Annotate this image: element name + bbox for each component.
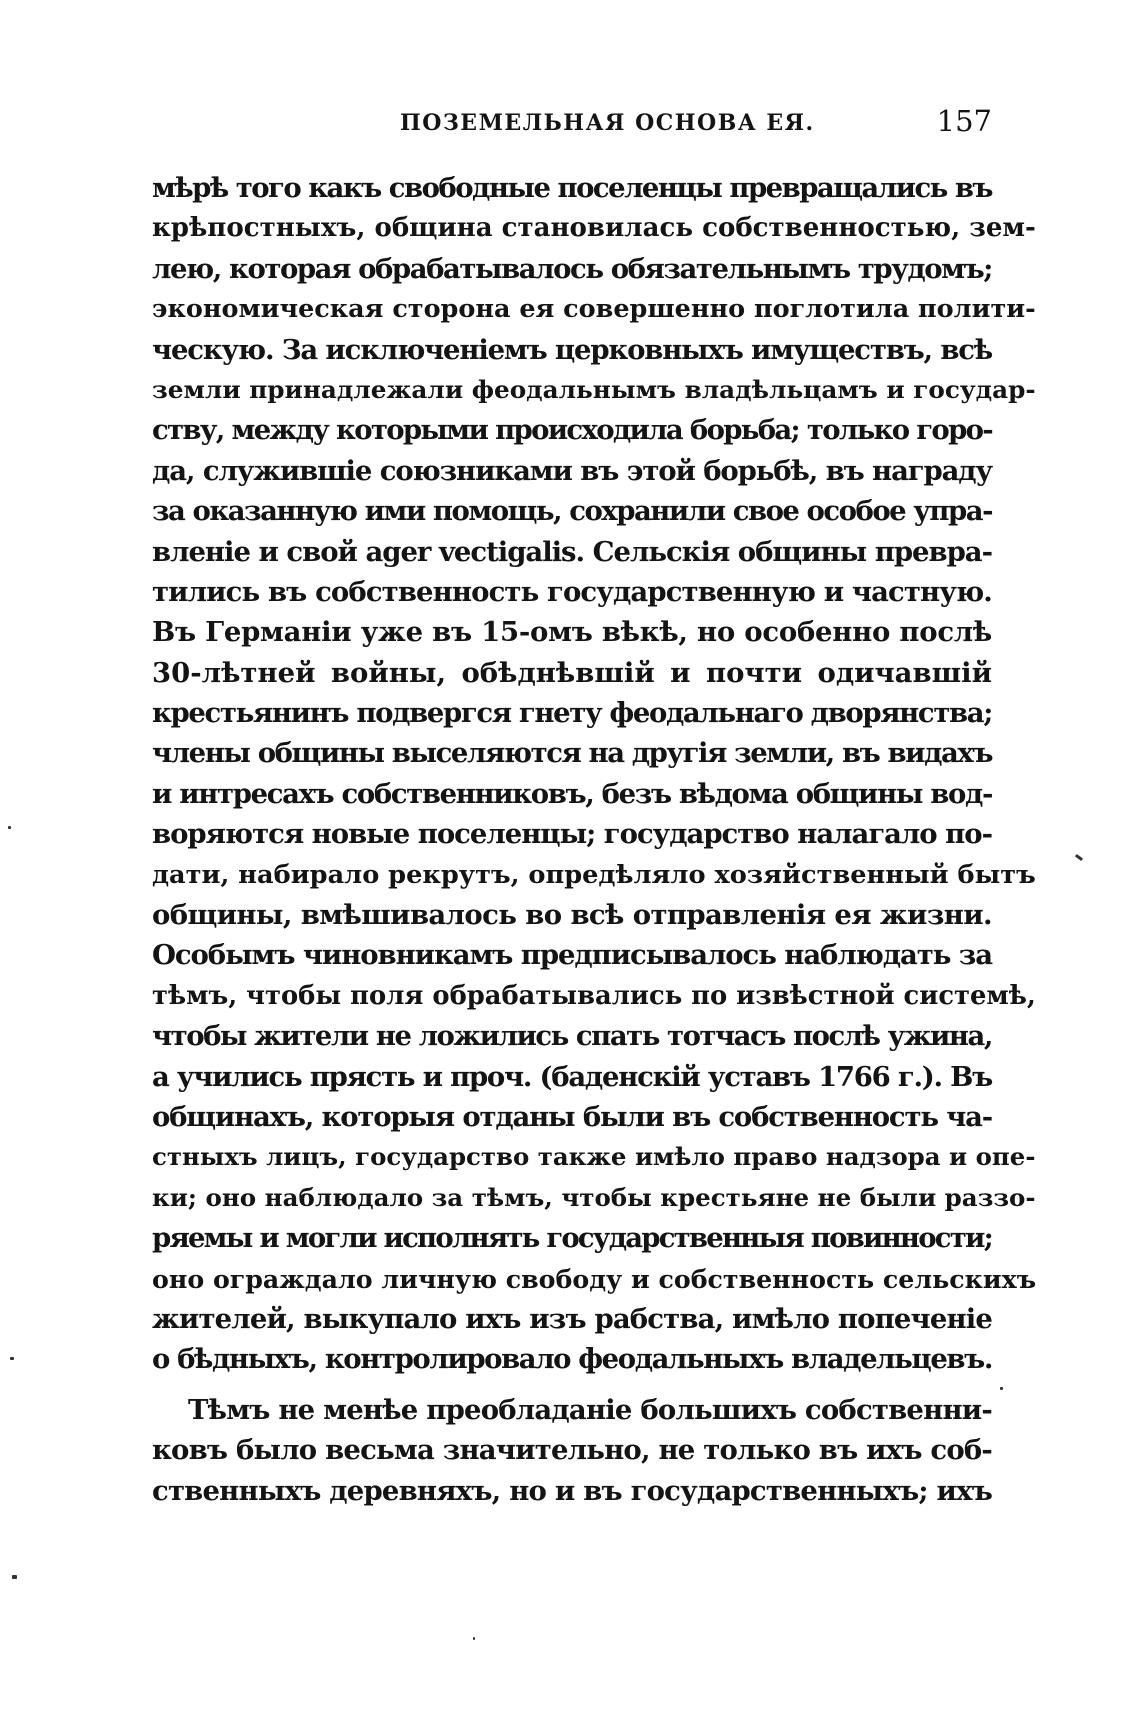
text-line: тѣмъ, чтобы поля обрабатывались по извѣстной системѣ, bbox=[152, 980, 1036, 1011]
text-line: тились въ собственность государственную и частную. bbox=[152, 575, 992, 608]
page-number: 157 bbox=[936, 104, 992, 138]
text-line: о бѣдныхъ, контролировало феодальныхъ владельцевъ. bbox=[152, 1343, 992, 1376]
text-line: Тѣмъ не менѣе преобладаніе большихъ собственни- bbox=[188, 1393, 992, 1426]
text-line: жителей, выкупало ихъ изъ рабства, имѣло попеченіе bbox=[152, 1302, 992, 1335]
scan-speck bbox=[12, 1575, 17, 1579]
text-line: земли принадлежали феодальнымъ владѣльцамъ и государ- bbox=[152, 374, 1036, 404]
text-line: воряются новые поселенцы; государство налагало по- bbox=[152, 818, 992, 851]
paragraph-1 bbox=[152, 168, 1037, 1380]
text-line: общинахъ, которыя отданы были въ собственность ча- bbox=[152, 1100, 992, 1133]
paragraph-2 bbox=[152, 1390, 992, 1511]
text-line: за оказанную ими помощь, сохранили свое особое упра- bbox=[152, 495, 992, 528]
text-line: дати, набирало рекрутъ, опредѣляло хозяйственный бытъ bbox=[152, 859, 1036, 890]
text-line: да, служившіе союзниками въ этой борьбѣ, въ награду bbox=[152, 454, 992, 487]
running-title: ПОЗЕМЕЛЬНАЯ ОСНОВА ЕЯ. bbox=[400, 110, 815, 136]
text-line: стныхъ лицъ, государство также имѣло право надзора и опе- bbox=[152, 1142, 1036, 1172]
scan-speck bbox=[473, 1637, 475, 1640]
paragraph-gap bbox=[152, 1380, 992, 1390]
text-line: мѣрѣ того какъ свободные поселенцы превращались въ bbox=[152, 172, 992, 204]
scan-speck bbox=[1075, 854, 1083, 861]
text-line: оно ограждало личную свободу и собственность сельскихъ bbox=[152, 1263, 1037, 1294]
text-line: крестьянинъ подвергся гнету феодальнаго дворянства; bbox=[152, 697, 992, 730]
scan-speck bbox=[8, 826, 11, 829]
text-line: вленіе и свой ager vectigalis. Сельскія общины превра- bbox=[152, 535, 992, 568]
text-line: ческую. За исключеніемъ церковныхъ имуществъ, всѣ bbox=[152, 333, 992, 366]
text-line: ству, между которыми происходила борьба; только горо- bbox=[152, 414, 992, 447]
body-text bbox=[152, 168, 1037, 1511]
text-line: 30-лѣтней войны, обѣднѣвшій и почти одичавшій bbox=[152, 656, 992, 689]
scan-speck bbox=[10, 1357, 14, 1360]
text-line: экономическая сторона ея совершенно поглотила полити- bbox=[152, 294, 1036, 325]
text-line: а учились прясть и проч. (баденскій уставъ 1766 г.). Въ bbox=[152, 1060, 992, 1093]
text-line: ки; оно наблюдало за тѣмъ, чтобы крестьяне не были раззо- bbox=[152, 1182, 1036, 1212]
text-line: крѣпостныхъ, община становилась собственностью, зем- bbox=[152, 213, 1036, 244]
text-line: Особымъ чиновникамъ предписывалось наблюдать за bbox=[152, 939, 992, 972]
text-line: чтобы жители не ложились спать тотчасъ послѣ ужина, bbox=[152, 1020, 992, 1053]
text-line: члены общины выселяются на другія земли, въ видахъ bbox=[152, 737, 992, 770]
running-head bbox=[152, 104, 992, 144]
text-line: лею, которая обрабатывалось обязательнымъ трудомъ; bbox=[152, 252, 992, 285]
text-line: и интресахъ собственниковъ, безъ вѣдома общины вод- bbox=[152, 777, 992, 810]
text-line: Въ Германіи уже въ 15-омъ вѣкѣ, но особенно послѣ bbox=[152, 616, 992, 649]
text-line: ственныхъ деревняхъ, но и въ государственныхъ; ихъ bbox=[152, 1474, 992, 1507]
scan-speck bbox=[1000, 1387, 1003, 1390]
text-line: ряемы и могли исполнять государственныя повинности; bbox=[152, 1222, 992, 1255]
text-line: общины, вмѣшивалось во всѣ отправленія ея жизни. bbox=[152, 899, 992, 932]
text-line: ковъ было весьма значительно, не только въ ихъ соб- bbox=[152, 1434, 992, 1467]
